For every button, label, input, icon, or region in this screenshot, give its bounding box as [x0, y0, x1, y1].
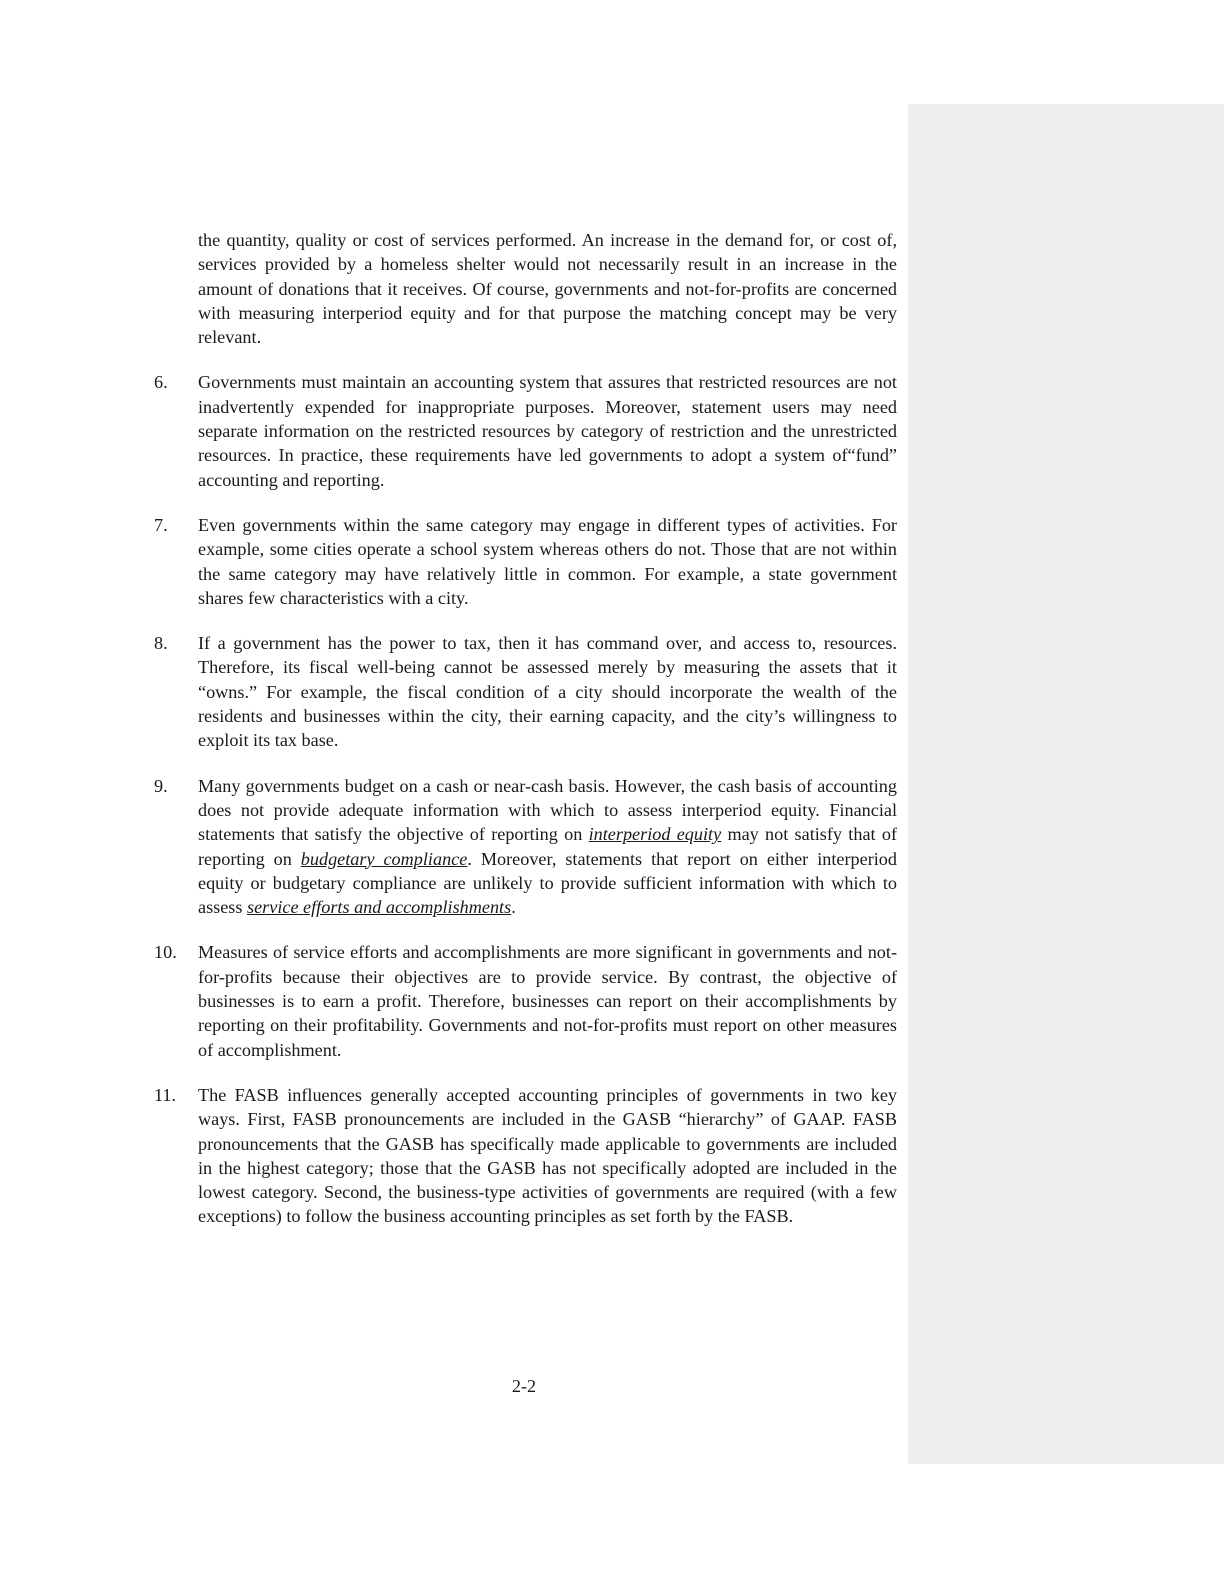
item-text: Even governments within the same category may engage in different types of activities. For example, some cities operate a school system whereas others do not. Those that are not within the same category may have relatively little in common. For example, a state government shares few characteristics with a city.	[198, 514, 897, 608]
list-item	[154, 774, 897, 920]
emphasis-service-efforts: service efforts and accomplishments	[247, 897, 512, 918]
page-number: 2-2	[511, 1376, 537, 1396]
continuation-paragraph: the quantity, quality or cost of services performed. An increase in the demand for, or cost of, services provided by a homeless shelter would not necessarily result in an increase in the amount of donations that it receives. Of course, governments and not-for-profits are concerned with measuring interperiod equity and for that purpose the matching concept may be very relevant.	[198, 230, 897, 348]
item-text: Measures of service efforts and accomplishments are more significant in governments and not-for-profits because their objectives are to provide service. By contrast, the objective of businesses is to earn a profit. Therefore, businesses can report on their accomplishments by reporting on their profitability. Governments and not-for-profits must report on other measures of accomplishment.	[198, 942, 897, 1060]
item-text	[198, 774, 897, 920]
emphasis-interperiod-equity: interperiod equity	[588, 824, 722, 845]
text-run: may not satisfy that of reporting on	[198, 824, 898, 869]
comment-margin-pane	[908, 104, 1224, 1464]
item-text: If a government has the power to tax, then it has command over, and access to, resources. Therefore, its fiscal well-being cannot be assessed merely by measuring the assets that it “owns.” For example, the fiscal condition of a city should incorporate the wealth of the residents and businesses within the city, their earning capacity, and the city’s willingness to exploit its tax base.	[198, 633, 897, 751]
list-item	[154, 1083, 897, 1229]
list-item	[154, 513, 897, 610]
text-run: . Moreover, statements that report on either interperiod equity or budgetary compliance are unlikely to provide sufficient information with which to assess	[198, 848, 897, 918]
list-item	[154, 370, 897, 491]
list-item	[154, 631, 897, 752]
text-run: .	[511, 897, 516, 918]
item-number: 9.	[154, 775, 168, 796]
document-body	[154, 228, 897, 1250]
item-number: 10.	[154, 942, 177, 963]
item-number: 11.	[154, 1084, 177, 1105]
item-number: 8.	[154, 633, 168, 654]
list-item	[154, 940, 897, 1061]
item-text: The FASB influences generally accepted accounting principles of governments in two key ways. First, FASB pronouncements are included in the GASB “hierarchy” of GAAP. FASB pronouncements that the GASB has specifically made applicable to governments are included in the highest category; those that the GASB has not specifically adopted are included in the lowest category. Second, the business-type activities of governments are required (with a few exceptions) to follow the business accounting principles as set forth by the FASB.	[198, 1084, 897, 1227]
item-text: Governments must maintain an accounting system that assures that restricted resources are not inadvertently expended for inappropriate purposes. Moreover, statement users may need separate information on the restricted resources by category of restriction and the unrestricted resources. In practice, these requirements have led governments to adopt a system of“fund” accounting and reporting.	[198, 372, 897, 490]
item-number: 7.	[154, 514, 168, 535]
emphasis-budgetary-compliance: budgetary compliance	[300, 848, 468, 869]
text-run: Many governments budget on a cash or near-cash basis. However, the cash basis of accounting does not provide adequate information with which to assess interperiod equity. Financial statements that satisfy the objective of reporting on	[198, 775, 897, 845]
item-number: 6.	[154, 372, 168, 393]
